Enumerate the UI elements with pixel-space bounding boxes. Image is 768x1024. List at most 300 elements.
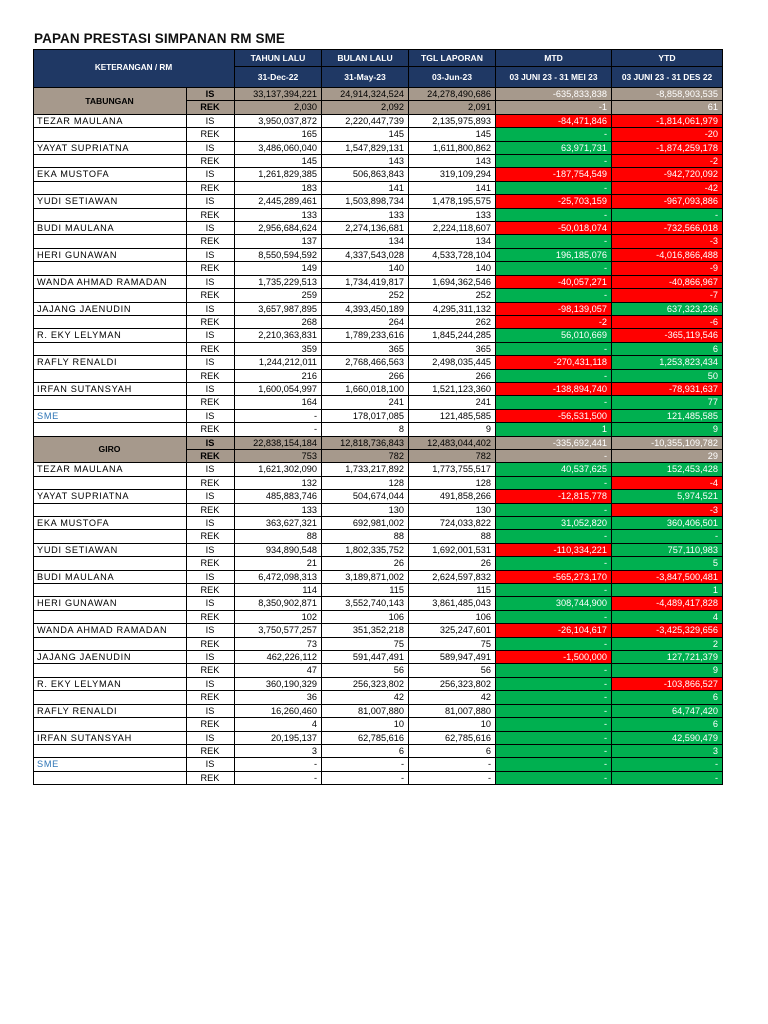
value-bulan-cell: 128 — [322, 476, 409, 489]
mtd-cell: -98,139,057 — [496, 302, 612, 315]
value-bulan-cell: 3,552,740,143 — [322, 597, 409, 610]
mtd-cell: -84,471,846 — [496, 114, 612, 127]
table-row — [34, 208, 723, 221]
value-tahun-cell: 133 — [235, 208, 322, 221]
table-row — [34, 476, 723, 489]
rm-name: JAJANG JAENUDIN — [34, 651, 187, 664]
unit-cell: IS — [187, 409, 235, 422]
ytd-cell: -40,866,967 — [612, 275, 723, 288]
ytd-cell: -967,093,886 — [612, 195, 723, 208]
mtd-cell: -635,833,838 — [496, 88, 612, 101]
value-tgl-cell: 1,694,362,546 — [409, 275, 496, 288]
mtd-cell: -138,894,740 — [496, 382, 612, 395]
mtd-cell: 31,052,820 — [496, 517, 612, 530]
value-tgl-cell: 143 — [409, 155, 496, 168]
table-row — [34, 289, 723, 302]
unit-cell: REK — [187, 530, 235, 543]
value-tahun-cell: 8,350,902,871 — [235, 597, 322, 610]
value-tgl-cell: 62,785,616 — [409, 731, 496, 744]
ytd-cell: -8,858,903,535 — [612, 88, 723, 101]
ytd-cell: -1,814,061,979 — [612, 114, 723, 127]
table-row — [34, 222, 723, 235]
value-tgl-cell: 256,323,802 — [409, 677, 496, 690]
unit-cell: IS — [187, 329, 235, 342]
table-body — [34, 88, 723, 785]
unit-cell: IS — [187, 275, 235, 288]
value-bulan-cell: 106 — [322, 610, 409, 623]
rm-name-blank — [34, 584, 187, 597]
ytd-cell: 127,721,379 — [612, 651, 723, 664]
value-bulan-cell: 252 — [322, 289, 409, 302]
value-tahun-cell: 149 — [235, 262, 322, 275]
unit-cell: IS — [187, 195, 235, 208]
mtd-cell: - — [496, 691, 612, 704]
value-tahun-cell: 3 — [235, 744, 322, 757]
unit-cell: REK — [187, 423, 235, 436]
value-tgl-cell: 145 — [409, 128, 496, 141]
value-bulan-cell: 1,503,898,734 — [322, 195, 409, 208]
unit-cell: REK — [187, 101, 235, 114]
mtd-cell: - — [496, 557, 612, 570]
value-tahun-cell: 183 — [235, 181, 322, 194]
value-tgl-cell: 1,692,001,531 — [409, 543, 496, 556]
value-bulan-cell: 1,789,233,616 — [322, 329, 409, 342]
value-tahun-cell: 165 — [235, 128, 322, 141]
mtd-cell: 56,010,669 — [496, 329, 612, 342]
table-row — [34, 262, 723, 275]
unit-cell: REK — [187, 342, 235, 355]
mtd-cell: - — [496, 155, 612, 168]
value-tgl-cell: 115 — [409, 584, 496, 597]
value-bulan-cell: 506,863,843 — [322, 168, 409, 181]
ytd-cell: -3,425,329,656 — [612, 624, 723, 637]
unit-cell: REK — [187, 155, 235, 168]
ytd-cell: 3 — [612, 744, 723, 757]
unit-cell: IS — [187, 543, 235, 556]
value-tgl-cell: 128 — [409, 476, 496, 489]
value-tgl-cell: 140 — [409, 262, 496, 275]
rm-name: RAFLY RENALDI — [34, 704, 187, 717]
rm-name: TEZAR MAULANA — [34, 463, 187, 476]
table-row — [34, 557, 723, 570]
unit-cell: IS — [187, 758, 235, 771]
value-tgl-cell: 121,485,585 — [409, 409, 496, 422]
mtd-cell: -565,273,170 — [496, 570, 612, 583]
value-tgl-cell: 3,861,485,043 — [409, 597, 496, 610]
mtd-cell: - — [496, 235, 612, 248]
value-tahun-cell: 2,445,289,461 — [235, 195, 322, 208]
value-tahun-cell: - — [235, 771, 322, 784]
table-row — [34, 624, 723, 637]
value-tahun-cell: 21 — [235, 557, 322, 570]
mtd-cell: - — [496, 758, 612, 771]
ytd-cell: 77 — [612, 396, 723, 409]
value-bulan-cell: 4,337,543,028 — [322, 248, 409, 261]
unit-cell: IS — [187, 141, 235, 154]
value-bulan-cell: 115 — [322, 584, 409, 597]
mtd-cell: -1 — [496, 101, 612, 114]
header-mtd: MTD — [496, 50, 612, 67]
rm-name: R. EKY LELYMAN — [34, 329, 187, 342]
value-tgl-cell: 2,624,597,832 — [409, 570, 496, 583]
mtd-cell: - — [496, 637, 612, 650]
ytd-cell: 6 — [612, 718, 723, 731]
rm-name: YAYAT SUPRIATNA — [34, 490, 187, 503]
table-row — [34, 114, 723, 127]
mtd-cell: - — [496, 342, 612, 355]
value-bulan-cell: - — [322, 758, 409, 771]
rm-name: JAJANG JAENUDIN — [34, 302, 187, 315]
rm-name: RAFLY RENALDI — [34, 356, 187, 369]
table-row — [34, 771, 723, 784]
rm-name: SME — [34, 409, 187, 422]
ytd-cell: -103,866,527 — [612, 677, 723, 690]
value-tahun-cell: 137 — [235, 235, 322, 248]
mtd-cell: - — [496, 771, 612, 784]
value-bulan-cell: 133 — [322, 208, 409, 221]
value-tahun-cell: 33,137,394,221 — [235, 88, 322, 101]
value-tgl-cell: - — [409, 758, 496, 771]
value-tahun-cell: 2,210,363,831 — [235, 329, 322, 342]
value-tahun-cell: 216 — [235, 369, 322, 382]
value-tahun-cell: 36 — [235, 691, 322, 704]
rm-name-blank — [34, 530, 187, 543]
table-row — [34, 463, 723, 476]
mtd-cell: - — [496, 677, 612, 690]
mtd-cell: -2 — [496, 315, 612, 328]
value-tgl-cell: 75 — [409, 637, 496, 650]
unit-cell: REK — [187, 289, 235, 302]
unit-cell: REK — [187, 208, 235, 221]
value-bulan-cell: 2,768,466,563 — [322, 356, 409, 369]
unit-cell: REK — [187, 584, 235, 597]
mtd-cell: - — [496, 181, 612, 194]
value-bulan-cell: 42 — [322, 691, 409, 704]
header-ytd: YTD — [612, 50, 723, 67]
rm-name-blank — [34, 637, 187, 650]
mtd-cell: -187,754,549 — [496, 168, 612, 181]
unit-cell: REK — [187, 637, 235, 650]
rm-name-blank — [34, 503, 187, 516]
value-tahun-cell: 3,486,060,040 — [235, 141, 322, 154]
value-tgl-cell: 42 — [409, 691, 496, 704]
unit-cell: REK — [187, 664, 235, 677]
ytd-cell: 9 — [612, 664, 723, 677]
value-tahun-cell: 102 — [235, 610, 322, 623]
unit-cell: REK — [187, 449, 235, 462]
value-tahun-cell: 363,627,321 — [235, 517, 322, 530]
value-bulan-cell: 2,274,136,681 — [322, 222, 409, 235]
table-row — [34, 584, 723, 597]
unit-cell: REK — [187, 718, 235, 731]
ytd-cell: -20 — [612, 128, 723, 141]
value-tgl-cell: 2,498,035,445 — [409, 356, 496, 369]
table-row — [34, 396, 723, 409]
ytd-cell: 61 — [612, 101, 723, 114]
value-bulan-cell: 141 — [322, 181, 409, 194]
value-bulan-cell: - — [322, 771, 409, 784]
value-bulan-cell: 10 — [322, 718, 409, 731]
rm-name: YUDI SETIAWAN — [34, 195, 187, 208]
unit-cell: IS — [187, 463, 235, 476]
ytd-cell: 42,590,479 — [612, 731, 723, 744]
value-tahun-cell: 2,030 — [235, 101, 322, 114]
value-bulan-cell: 2,220,447,739 — [322, 114, 409, 127]
table-row — [34, 610, 723, 623]
table-row — [34, 503, 723, 516]
rm-name-blank — [34, 664, 187, 677]
value-tgl-cell: 252 — [409, 289, 496, 302]
value-tgl-cell: 10 — [409, 718, 496, 731]
ytd-cell: 5,974,521 — [612, 490, 723, 503]
value-tahun-cell: 359 — [235, 342, 322, 355]
mtd-cell: -335,692,441 — [496, 436, 612, 449]
value-bulan-cell: 143 — [322, 155, 409, 168]
value-tahun-cell: 22,838,154,184 — [235, 436, 322, 449]
value-bulan-cell: 504,674,044 — [322, 490, 409, 503]
unit-cell: IS — [187, 517, 235, 530]
rm-name: WANDA AHMAD RAMADAN — [34, 275, 187, 288]
ytd-cell: -10,355,109,782 — [612, 436, 723, 449]
table-row — [34, 181, 723, 194]
value-tahun-cell: 753 — [235, 449, 322, 462]
value-tahun-cell: 47 — [235, 664, 322, 677]
value-tgl-cell: 1,521,123,360 — [409, 382, 496, 395]
value-tahun-cell: 88 — [235, 530, 322, 543]
value-tgl-cell: 106 — [409, 610, 496, 623]
rm-name: IRFAN SUTANSYAH — [34, 382, 187, 395]
unit-cell: IS — [187, 597, 235, 610]
rm-name: EKA MUSTOFA — [34, 517, 187, 530]
ytd-cell: -9 — [612, 262, 723, 275]
unit-cell: IS — [187, 88, 235, 101]
value-bulan-cell: 782 — [322, 449, 409, 462]
value-tgl-cell: 325,247,601 — [409, 624, 496, 637]
ytd-cell: 152,453,428 — [612, 463, 723, 476]
value-tgl-cell: 141 — [409, 181, 496, 194]
mtd-cell: -26,104,617 — [496, 624, 612, 637]
mtd-cell: - — [496, 476, 612, 489]
unit-cell: IS — [187, 651, 235, 664]
ytd-cell: 2 — [612, 637, 723, 650]
value-bulan-cell: 88 — [322, 530, 409, 543]
rm-name-blank — [34, 610, 187, 623]
mtd-cell: - — [496, 704, 612, 717]
unit-cell: IS — [187, 168, 235, 181]
table-row — [34, 517, 723, 530]
value-bulan-cell: 3,189,871,002 — [322, 570, 409, 583]
rm-name-blank — [34, 315, 187, 328]
table-row — [34, 570, 723, 583]
value-bulan-cell: 1,547,829,131 — [322, 141, 409, 154]
value-bulan-cell: 140 — [322, 262, 409, 275]
header-mtd-range: 03 JUNI 23 - 31 MEI 23 — [496, 67, 612, 88]
ytd-cell: -7 — [612, 289, 723, 302]
unit-cell: REK — [187, 262, 235, 275]
value-tahun-cell: - — [235, 409, 322, 422]
unit-cell: IS — [187, 677, 235, 690]
ytd-cell: -3 — [612, 503, 723, 516]
unit-cell: IS — [187, 302, 235, 315]
rm-name: HERI GUNAWAN — [34, 248, 187, 261]
value-tgl-cell: 134 — [409, 235, 496, 248]
mtd-cell: - — [496, 449, 612, 462]
header-date-bulan: 31-May-23 — [322, 67, 409, 88]
rm-name-blank — [34, 155, 187, 168]
unit-cell: REK — [187, 476, 235, 489]
performance-table — [33, 49, 723, 785]
mtd-cell: -40,057,271 — [496, 275, 612, 288]
value-tahun-cell: 6,472,098,313 — [235, 570, 322, 583]
rm-name: BUDI MAULANA — [34, 222, 187, 235]
ytd-cell: - — [612, 208, 723, 221]
table-row — [34, 128, 723, 141]
value-tgl-cell: 56 — [409, 664, 496, 677]
value-bulan-cell: 351,352,218 — [322, 624, 409, 637]
mtd-cell: -270,431,118 — [496, 356, 612, 369]
table-row — [34, 356, 723, 369]
rm-name: HERI GUNAWAN — [34, 597, 187, 610]
ytd-cell: 6 — [612, 691, 723, 704]
table-row — [34, 731, 723, 744]
rm-name-blank — [34, 181, 187, 194]
ytd-cell: -732,566,018 — [612, 222, 723, 235]
unit-cell: IS — [187, 356, 235, 369]
ytd-cell: 29 — [612, 449, 723, 462]
table-row — [34, 744, 723, 757]
value-bulan-cell: 178,017,085 — [322, 409, 409, 422]
value-tgl-cell: 1,773,755,517 — [409, 463, 496, 476]
table-row — [34, 677, 723, 690]
value-tahun-cell: 1,244,212,011 — [235, 356, 322, 369]
unit-cell: REK — [187, 503, 235, 516]
value-bulan-cell: 241 — [322, 396, 409, 409]
table-row — [34, 718, 723, 731]
value-tgl-cell: 491,858,266 — [409, 490, 496, 503]
ytd-cell: 360,406,501 — [612, 517, 723, 530]
unit-cell: REK — [187, 369, 235, 382]
value-tahun-cell: 16,260,460 — [235, 704, 322, 717]
rm-name: BUDI MAULANA — [34, 570, 187, 583]
ytd-cell: -942,720,092 — [612, 168, 723, 181]
ytd-cell: - — [612, 771, 723, 784]
value-tahun-cell: - — [235, 423, 322, 436]
table-row — [34, 409, 723, 422]
ytd-cell: -42 — [612, 181, 723, 194]
value-tahun-cell: 934,890,548 — [235, 543, 322, 556]
unit-cell: REK — [187, 691, 235, 704]
value-tgl-cell: 24,278,490,686 — [409, 88, 496, 101]
unit-cell: REK — [187, 744, 235, 757]
value-tgl-cell: 319,109,294 — [409, 168, 496, 181]
value-bulan-cell: 12,818,736,843 — [322, 436, 409, 449]
ytd-cell: -3 — [612, 235, 723, 248]
rm-name-blank — [34, 128, 187, 141]
mtd-cell: - — [496, 262, 612, 275]
unit-cell: REK — [187, 771, 235, 784]
value-tahun-cell: 4 — [235, 718, 322, 731]
rm-name-blank — [34, 557, 187, 570]
rm-name: SME — [34, 758, 187, 771]
rm-name: WANDA AHMAD RAMADAN — [34, 624, 187, 637]
mtd-cell: - — [496, 664, 612, 677]
ytd-cell: 757,110,983 — [612, 543, 723, 556]
value-tgl-cell: 365 — [409, 342, 496, 355]
rm-name-blank — [34, 396, 187, 409]
value-bulan-cell: 24,914,324,524 — [322, 88, 409, 101]
mtd-cell: -50,018,074 — [496, 222, 612, 235]
table-row — [34, 302, 723, 315]
rm-name-blank — [34, 423, 187, 436]
ytd-cell: -1,874,259,178 — [612, 141, 723, 154]
value-tgl-cell: 2,224,118,607 — [409, 222, 496, 235]
unit-cell: REK — [187, 557, 235, 570]
table-row — [34, 248, 723, 261]
value-bulan-cell: 6 — [322, 744, 409, 757]
table-row — [34, 758, 723, 771]
mtd-cell: - — [496, 208, 612, 221]
table-row — [34, 691, 723, 704]
table-row — [34, 155, 723, 168]
header-ytd-range: 03 JUNI 23 - 31 DES 22 — [612, 67, 723, 88]
unit-cell: REK — [187, 315, 235, 328]
mtd-cell: 308,744,900 — [496, 597, 612, 610]
mtd-cell: - — [496, 128, 612, 141]
value-bulan-cell: 692,981,002 — [322, 517, 409, 530]
ytd-cell: 64,747,420 — [612, 704, 723, 717]
ytd-cell: -4,016,866,488 — [612, 248, 723, 261]
ytd-cell: 4 — [612, 610, 723, 623]
value-tgl-cell: 1,478,195,575 — [409, 195, 496, 208]
ytd-cell: 6 — [612, 342, 723, 355]
table-row — [34, 275, 723, 288]
value-tgl-cell: - — [409, 771, 496, 784]
unit-cell: REK — [187, 610, 235, 623]
rm-name-blank — [34, 369, 187, 382]
rm-name-blank — [34, 718, 187, 731]
mtd-cell: -56,531,500 — [496, 409, 612, 422]
rm-name-blank — [34, 289, 187, 302]
value-tahun-cell: 462,226,112 — [235, 651, 322, 664]
value-bulan-cell: 134 — [322, 235, 409, 248]
value-tgl-cell: 130 — [409, 503, 496, 516]
ytd-cell: 9 — [612, 423, 723, 436]
mtd-cell: - — [496, 744, 612, 757]
value-bulan-cell: 130 — [322, 503, 409, 516]
value-tgl-cell: 1,845,244,285 — [409, 329, 496, 342]
value-bulan-cell: 1,660,018,100 — [322, 382, 409, 395]
ytd-cell: 637,323,236 — [612, 302, 723, 315]
value-tgl-cell: 9 — [409, 423, 496, 436]
value-tahun-cell: 3,950,037,872 — [235, 114, 322, 127]
table-row — [34, 664, 723, 677]
rm-name-blank — [34, 262, 187, 275]
mtd-cell: 40,537,625 — [496, 463, 612, 476]
unit-cell: IS — [187, 436, 235, 449]
mtd-cell: - — [496, 718, 612, 731]
value-tahun-cell: 2,956,684,624 — [235, 222, 322, 235]
value-tgl-cell: 782 — [409, 449, 496, 462]
mtd-cell: 1 — [496, 423, 612, 436]
rm-name: IRFAN SUTANSYAH — [34, 731, 187, 744]
value-tahun-cell: 259 — [235, 289, 322, 302]
value-tgl-cell: 81,007,880 — [409, 704, 496, 717]
value-tgl-cell: 88 — [409, 530, 496, 543]
value-tahun-cell: 164 — [235, 396, 322, 409]
ytd-cell: 121,485,585 — [612, 409, 723, 422]
value-tgl-cell: 4,295,311,132 — [409, 302, 496, 315]
table-row — [34, 704, 723, 717]
